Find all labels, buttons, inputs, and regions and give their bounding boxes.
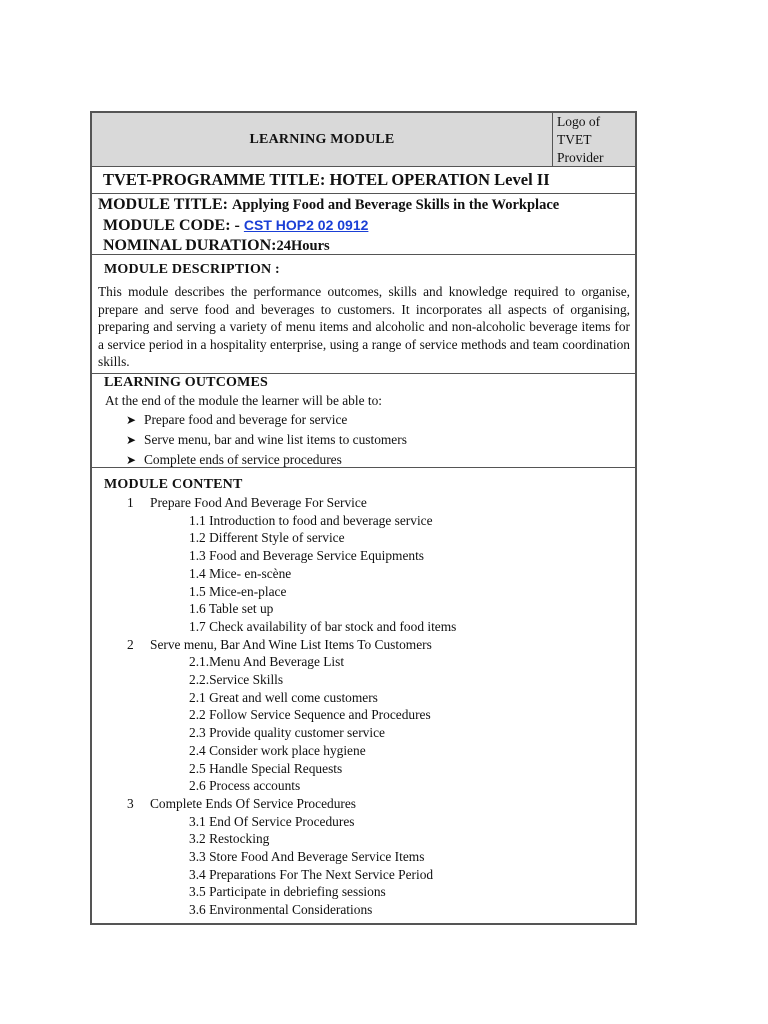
content-subitem: 1.2 Different Style of service	[189, 530, 345, 546]
programme-title: TVET-PROGRAMME TITLE: HOTEL OPERATION Level II	[103, 170, 550, 189]
outcome-text: Complete ends of service procedures	[144, 452, 342, 467]
section-number: 3	[127, 795, 134, 811]
content-subitem: 3.3 Store Food And Beverage Service Items	[189, 849, 425, 865]
content-section-item	[98, 795, 630, 813]
content-subitem: 1.6 Table set up	[189, 601, 274, 617]
learning-outcomes-row	[92, 374, 635, 468]
learning-module-table	[90, 111, 637, 925]
content-subitem: 3.6 Environmental Considerations	[189, 902, 373, 918]
logo-text-line: Logo of	[557, 114, 601, 129]
content-subitem: 1.1 Introduction to food and beverage service	[189, 512, 433, 528]
content-subitem: 1.4 Mice- en-scène	[189, 565, 292, 581]
section-number: 2	[127, 636, 134, 652]
module-info-row	[92, 194, 635, 255]
module-code-link[interactable]: CST HOP2 02 0912	[243, 217, 369, 233]
content-subitem: 3.5 Participate in debriefing sessions	[189, 884, 386, 900]
module-title-value: Applying Food and Beverage Skills in the Workplace	[231, 197, 560, 213]
content-heading: MODULE CONTENT	[104, 477, 243, 492]
module-header-title: LEARNING MODULE	[249, 131, 395, 147]
content-subitem: 1.5 Mice-en-place	[189, 583, 287, 599]
section-number: 1	[127, 495, 134, 510]
content-subitem: 2.2 Follow Service Sequence and Procedures	[189, 707, 431, 723]
list-item	[98, 410, 630, 430]
content-subitem: 2.6 Process accounts	[189, 778, 301, 794]
duration-value: 24Hours	[276, 238, 330, 254]
arrow-bullet-icon: ➤	[126, 413, 137, 427]
list-item	[98, 450, 630, 470]
content-subitem: 3.1 End Of Service Procedures	[189, 813, 355, 829]
content-subitem: 2.5 Handle Special Requests	[189, 760, 343, 776]
content-subitem: 2.1 Great and well come customers	[189, 689, 378, 705]
outcome-text: Prepare food and beverage for service	[144, 412, 348, 427]
module-code-line	[98, 215, 631, 236]
content-list	[98, 494, 630, 919]
duration-label: NOMINAL DURATION:	[103, 237, 277, 254]
module-description-row	[92, 255, 635, 374]
content-section-item	[98, 494, 630, 512]
content-subitem: 1.3 Food and Beverage Service Equipments	[189, 548, 425, 564]
outcome-text: Serve menu, bar and wine list items to customers	[144, 432, 407, 447]
description-text: This module describes the performance outcomes, skills and knowledge required to organise, prepare and serve food and beverages to customers. It incorporates all aspects of organising, preparing and serving a variety of menu items and alcoholic and non-alcoholic beverage items for a service period in a hospitality enterprise, using a range of service methods and team coordination skills.	[98, 284, 630, 370]
content-subitem: 2.2.Service Skills	[189, 672, 284, 688]
content-section-item	[98, 636, 630, 654]
list-item	[98, 430, 630, 450]
module-title-line	[98, 195, 631, 215]
module-content-row	[92, 468, 635, 923]
programme-title-row	[92, 167, 635, 194]
module-code-label: MODULE CODE: -	[103, 217, 244, 234]
logo-text-line: Provider	[557, 150, 604, 165]
header-row	[92, 113, 635, 167]
section-title: Serve menu, Bar And Wine List Items To Customers	[150, 636, 432, 652]
module-title-label: MODULE TITLE:	[98, 196, 232, 213]
section-title: Complete Ends Of Service Procedures	[150, 795, 357, 811]
logo-text-line: TVET	[557, 132, 592, 147]
nominal-duration-line	[98, 236, 631, 256]
outcomes-intro: At the end of the module the learner will be able to:	[105, 393, 383, 408]
content-subitem: 2.3 Provide quality customer service	[189, 725, 385, 741]
content-subitem: 2.1.Menu And Beverage List	[189, 654, 345, 670]
logo-placeholder	[552, 113, 635, 166]
arrow-bullet-icon: ➤	[126, 433, 137, 447]
content-subitem: 1.7 Check availability of bar stock and food items	[189, 618, 457, 634]
content-subitem: 2.4 Consider work place hygiene	[189, 742, 366, 758]
outcomes-heading: LEARNING OUTCOMES	[104, 375, 269, 390]
content-subitem: 3.4 Preparations For The Next Service Period	[189, 866, 434, 882]
description-heading: MODULE DESCRIPTION :	[104, 262, 280, 277]
section-title: Prepare Food And Beverage For Service	[150, 495, 367, 510]
content-subitem: 3.2 Restocking	[189, 831, 270, 847]
arrow-bullet-icon: ➤	[126, 453, 137, 467]
